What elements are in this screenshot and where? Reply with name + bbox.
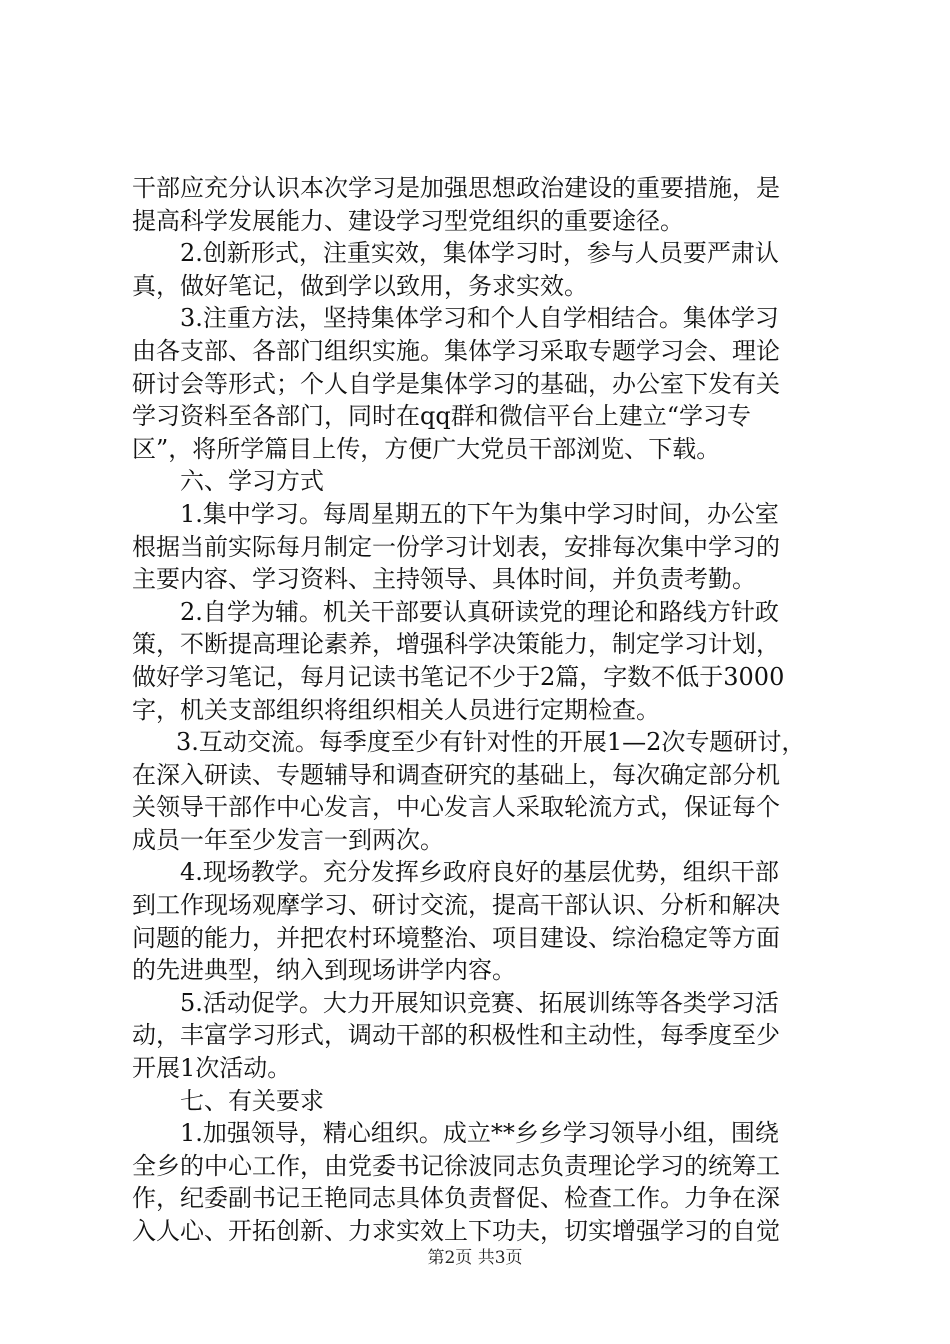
text-line: 主要内容、学习资料、主持领导、具体时间，并负责考勤。 (132, 565, 756, 594)
paragraph-method-1 (132, 498, 832, 596)
page-footer (0, 1243, 950, 1268)
text-line: 由各支部、各部门组织实施。集体学习采取专题学习会、理论 (132, 336, 780, 365)
text-line: 全乡的中心工作，由党委书记徐波同志负责理论学习的统筹工 (132, 1151, 780, 1180)
page-number: 第2页 共3页 (427, 1248, 523, 1268)
text-line: 成员一年至少发言一到两次。 (132, 825, 444, 854)
text-line: 字，机关支部组织将组织相关人员进行定期检查。 (132, 695, 660, 724)
text-line: 提高科学发展能力、建设学习型党组织的重要途径。 (132, 206, 684, 235)
text-line: 2.创新形式，注重实效，集体学习时，参与人员要严肃认 (180, 239, 779, 268)
text-line: 开展1次活动。 (132, 1054, 292, 1083)
section-title: 七、有关要求 (180, 1086, 324, 1115)
text-line: 研讨会等形式；个人自学是集体学习的基础，办公室下发有关 (132, 369, 780, 398)
section-title: 六、学习方式 (180, 467, 324, 496)
paragraph-method-5 (132, 987, 832, 1085)
text-line: 动，丰富学习形式，调动干部的积极性和主动性，每季度至少 (132, 1021, 780, 1050)
text-line: 关领导干部作中心发言，中心发言人采取轮流方式，保证每个 (132, 793, 780, 822)
text-line: 3.注重方法，坚持集体学习和个人自学相结合。集体学习 (180, 304, 779, 333)
text-line: 作，纪委副书记王艳同志具体负责督促、检查工作。力争在深 (132, 1184, 780, 1213)
text-line: 2.自学为辅。机关干部要认真研读党的理论和路线方针政 (180, 597, 779, 626)
section-heading-6 (132, 465, 832, 498)
paragraph-method-2 (132, 596, 832, 726)
paragraph-intro-continued (132, 172, 832, 237)
text-line: 根据当前实际每月制定一份学习计划表，安排每次集中学习的 (132, 532, 780, 561)
text-line: 1.集中学习。每周星期五的下午为集中学习时间，办公室 (180, 499, 779, 528)
document-body (132, 172, 832, 1248)
paragraph-item-2 (132, 237, 832, 302)
text-line: 干部应充分认识本次学习是加强思想政治建设的重要措施，是 (132, 174, 780, 202)
text-line: 学习资料至各部门，同时在qq群和微信平台上建立“学习专 (132, 402, 751, 431)
text-line: 在深入研读、专题辅导和调查研究的基础上，每次确定部分机 (132, 760, 780, 789)
text-line: 问题的能力，并把农村环境整治、项目建设、综治稳定等方面 (132, 923, 780, 952)
section-heading-7 (132, 1085, 832, 1118)
text-line: 到工作现场观摩学习、研讨交流，提高干部认识、分析和解决 (132, 891, 780, 920)
paragraph-item-3 (132, 302, 832, 465)
text-line: 1.加强领导，精心组织。成立**乡乡学习领导小组，围绕 (180, 1119, 779, 1148)
paragraph-method-4 (132, 856, 832, 986)
text-line: 区”，将所学篇目上传，方便广大党员干部浏览、下载。 (132, 434, 721, 463)
text-line: 做好学习笔记，每月记读书笔记不少于2篇，字数不低于3000 (132, 662, 785, 691)
text-line: 的先进典型，纳入到现场讲学内容。 (132, 956, 516, 985)
paragraph-requirement-1 (132, 1117, 832, 1247)
text-line: 入人心、开拓创新、力求实效上下功夫，切实增强学习的自觉 (132, 1217, 780, 1245)
text-line: 3.互动交流。每季度至少有针对性的开展1—2次专题研讨， (176, 728, 806, 757)
text-line: 策，不断提高理论素养，增强科学决策能力，制定学习计划， (132, 630, 780, 659)
text-line: 4.现场教学。充分发挥乡政府良好的基层优势，组织干部 (180, 858, 779, 887)
text-line: 5.活动促学。大力开展知识竞赛、拓展训练等各类学习活 (180, 988, 779, 1017)
paragraph-method-3 (132, 726, 832, 856)
text-line: 真，做好笔记，做到学以致用，务求实效。 (132, 271, 588, 300)
